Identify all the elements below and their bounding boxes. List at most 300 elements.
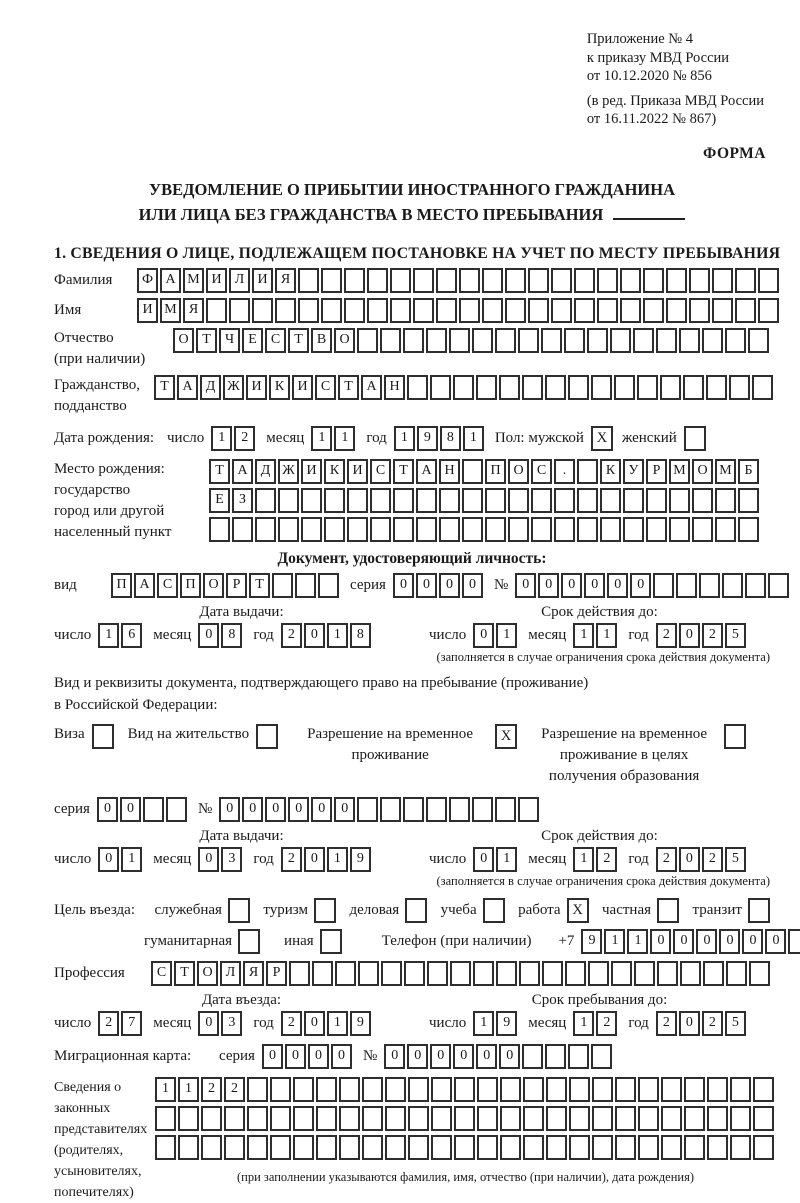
char-box: 0 [407,1044,428,1069]
char-box: И [292,375,313,400]
char-box [592,1135,613,1160]
char-box: П [180,573,201,598]
char-box [528,298,549,323]
char-box [385,1077,406,1102]
char-box [496,961,517,986]
char-box: Т [209,459,230,484]
char-box [316,1106,337,1131]
sex-female-label: женский [621,429,677,446]
char-box: 2 [656,1011,677,1036]
char-box: 1 [178,1077,199,1102]
char-box: 1 [327,1011,348,1036]
char-box [523,1135,544,1160]
char-box [554,488,575,513]
char-box [656,328,677,353]
char-box [318,573,339,598]
given-name-label: Имя [54,301,82,318]
char-box: В [311,328,332,353]
stay-until-date [429,1011,748,1036]
char-box: 0 [304,623,325,648]
char-box [393,488,414,513]
char-box: 1 [627,929,648,954]
number-sign: № [197,800,213,817]
char-box [715,488,736,513]
char-box [546,1106,567,1131]
char-box [684,1106,705,1131]
char-box: С [531,459,552,484]
char-box [615,1106,636,1131]
form-title-line2: ИЛИ ЛИЦА БЕЗ ГРАЖДАНСТВА В МЕСТО ПРЕБЫВАНИЯ [54,202,770,227]
section1-heading: 1. СВЕДЕНИЯ О ЛИЦЕ, ПОДЛЕЖАЩЕМ ПОСТАНОВКЕ НА УЧЕТ ПО МЕСТУ ПРЕБЫВАНИЯ [54,244,781,262]
char-box: 2 [656,847,677,872]
birth-date-label: Дата рождения: [54,429,155,446]
char-box [293,1077,314,1102]
char-box [523,1077,544,1102]
validity-note: (заполняется в случае ограничения срока действия документа) [436,873,770,888]
char-box: С [370,459,391,484]
residence-issue-year-cells [281,847,373,872]
char-box: 1 [496,847,517,872]
surname-row [54,268,770,293]
char-box: 0 [97,797,118,822]
day-label: число [429,850,467,867]
char-box [758,268,779,293]
char-box [638,1077,659,1102]
month-label: месяц [528,1014,567,1031]
char-box [689,298,710,323]
char-box [316,1135,337,1160]
char-box [730,1135,751,1160]
char-box: А [177,375,198,400]
char-box [270,1077,291,1102]
char-box: Ж [278,459,299,484]
char-box: 0 [311,797,332,822]
char-box [569,1106,590,1131]
identity-expiry-year-cells [656,623,748,648]
char-box [574,268,595,293]
char-box [431,1077,452,1102]
char-box [588,961,609,986]
visa-checkbox [92,724,114,749]
char-box [224,1135,245,1160]
char-box [404,961,425,986]
residence-doc-series-row [54,797,770,822]
char-box: 8 [221,623,242,648]
birth-place-row3-cells [209,517,761,542]
char-box: И [301,459,322,484]
char-box [669,517,690,542]
char-box: 2 [596,1011,617,1036]
char-box [592,1106,613,1131]
char-box [403,797,424,822]
char-box: 8 [350,623,371,648]
issue-date-caption: Дата выдачи: [199,827,284,844]
char-box: Д [255,459,276,484]
char-box [669,488,690,513]
doc-number-sign: № [493,576,509,593]
char-box [637,375,658,400]
char-box: 0 [304,1011,325,1036]
char-box [577,517,598,542]
appendix-line: от 16.11.2022 № 867) [586,111,717,127]
char-box [454,1135,475,1160]
identity-doc-heading: Документ, удостоверяющий личность: [277,549,547,567]
option-temporary-residence: Разрешение на временное проживание X [292,724,517,766]
char-box [666,298,687,323]
char-box [568,375,589,400]
char-box: 1 [596,623,617,648]
month-label: месяц [528,850,567,867]
identity-issue-date [54,623,429,648]
char-box [623,517,644,542]
char-box: 2 [702,1011,723,1036]
purpose-work: работа X [518,898,589,923]
char-box [531,488,552,513]
birth-month-cells [311,426,357,451]
identity-expiry-day-cells [473,623,519,648]
char-box [413,298,434,323]
char-box [367,298,388,323]
char-box: А [134,573,155,598]
char-box [362,1106,383,1131]
char-box: 3 [221,847,242,872]
birth-date-row [54,426,770,451]
birth-place-row2-cells [209,488,761,513]
char-box: И [347,459,368,484]
char-box: Д [200,375,221,400]
identity-expiry-date [429,623,748,648]
residence-expiry-day-cells [473,847,519,872]
char-box [459,268,480,293]
char-box [748,328,769,353]
representatives-cells [155,1077,776,1160]
char-box: 1 [496,623,517,648]
entry-day-cells [98,1011,144,1036]
purpose-study: учеба [441,898,505,923]
char-box [472,797,493,822]
char-box: 0 [120,797,141,822]
char-box [600,488,621,513]
char-box [347,517,368,542]
char-box [393,517,414,542]
char-box: О [203,573,224,598]
char-box [528,268,549,293]
char-box: С [157,573,178,598]
char-box [597,298,618,323]
citizenship-cells [154,375,775,400]
char-box: 0 [219,797,240,822]
char-box [508,488,529,513]
temporary-residence-education-checkbox [724,724,746,749]
stay-until-caption: Срок пребывания до: [531,991,668,1008]
char-box [660,375,681,400]
purpose-business: деловая [349,898,427,923]
char-box [519,961,540,986]
char-box [449,797,470,822]
profession-row [54,961,770,986]
char-box: . [554,459,575,484]
char-box [252,298,273,323]
char-box [522,1044,543,1069]
char-box [339,1077,360,1102]
char-box [753,1077,774,1102]
year-label: год [253,626,274,643]
char-box [485,488,506,513]
char-box [643,298,664,323]
month-label: месяц [153,626,192,643]
char-box: 0 [630,573,651,598]
char-box [614,375,635,400]
char-box [610,328,631,353]
char-box: 1 [327,847,348,872]
patronymic-cells [173,328,771,353]
surname-label: Фамилия [54,271,113,288]
char-box: 0 [650,929,671,954]
char-box [615,1077,636,1102]
char-box: А [160,268,181,293]
identity-expiry-month-cells [573,623,619,648]
char-box: А [416,459,437,484]
char-box [788,929,800,954]
char-box: 0 [439,573,460,598]
char-box: 0 [719,929,740,954]
char-box [293,1135,314,1160]
char-box [574,298,595,323]
char-box [201,1135,222,1160]
char-box: 0 [331,1044,352,1069]
char-box: 0 [584,573,605,598]
char-box [472,328,493,353]
char-box: Р [226,573,247,598]
identity-issue-year-cells [281,623,373,648]
char-box: О [508,459,529,484]
char-box [643,268,664,293]
char-box [522,375,543,400]
char-box: С [151,961,172,986]
char-box [623,488,644,513]
char-box [439,488,460,513]
char-box [408,1106,429,1131]
char-box [684,1135,705,1160]
option-temporary-residence-education: Разрешение на временное проживание в целях получения образования [531,724,746,787]
char-box [730,1106,751,1131]
char-box: 5 [725,847,746,872]
char-box [730,1077,751,1102]
char-box [753,1135,774,1160]
char-box [344,268,365,293]
char-box [477,1135,498,1160]
purpose-private-checkbox [657,898,679,923]
char-box: М [669,459,690,484]
form-word: ФОРМА [702,144,766,162]
char-box [768,573,789,598]
char-box [247,1077,268,1102]
char-box: 1 [573,1011,594,1036]
char-box [546,1135,567,1160]
char-box: 1 [155,1077,176,1102]
purpose-transit-checkbox [748,898,770,923]
char-box [722,573,743,598]
char-box: К [600,459,621,484]
char-box [293,1106,314,1131]
purpose-humanitarian: гуманитарная [144,929,260,954]
purpose-tourism: туризм [263,898,336,923]
char-box [500,1077,521,1102]
char-box: Я [243,961,264,986]
residence-issue-date [54,847,429,872]
char-box: 0 [515,573,536,598]
char-box: Н [384,375,405,400]
char-box: 0 [98,847,119,872]
char-box: 5 [725,623,746,648]
char-box: 0 [198,1011,219,1036]
char-box [339,1106,360,1131]
stay-month-cells [573,1011,619,1036]
char-box: 2 [234,426,255,451]
char-box [689,268,710,293]
char-box [347,488,368,513]
char-box [758,298,779,323]
char-box [591,1044,612,1069]
option-visa: Виза [54,724,114,749]
migration-card-label: Миграционная карта: [54,1047,192,1064]
char-box [358,961,379,986]
char-box [545,1044,566,1069]
char-box [278,488,299,513]
year-label: год [628,1014,649,1031]
entry-purpose-row2 [144,929,780,954]
representatives-row3-cells [155,1135,776,1160]
residence-issue-month-cells [198,847,244,872]
char-box: 1 [463,426,484,451]
char-box: Т [393,459,414,484]
doc-series-cells [393,573,485,598]
day-label: число [429,626,467,643]
char-box [706,375,727,400]
char-box [462,517,483,542]
purpose-official-checkbox [228,898,250,923]
char-box [577,459,598,484]
char-box: А [361,375,382,400]
char-box [505,268,526,293]
series-label: серия [219,1047,255,1064]
char-box: 2 [596,847,617,872]
purpose-private: частная [602,898,679,923]
char-box [712,268,733,293]
char-box [692,488,713,513]
char-box: 0 [679,847,700,872]
char-box: 0 [242,797,263,822]
char-box: 0 [384,1044,405,1069]
char-box [712,298,733,323]
char-box [229,298,250,323]
char-box: 0 [393,573,414,598]
char-box: 1 [98,623,119,648]
char-box [715,517,736,542]
char-box [178,1106,199,1131]
char-box [385,1135,406,1160]
char-box [738,488,759,513]
char-box: 1 [573,623,594,648]
char-box [321,298,342,323]
char-box: Ж [223,375,244,400]
char-box [500,1135,521,1160]
char-box [546,1077,567,1102]
char-box [155,1135,176,1160]
sex-female-checkbox [684,426,706,451]
char-box: 1 [573,847,594,872]
char-box: З [232,488,253,513]
char-box [568,1044,589,1069]
phone-label: Телефон (при наличии) [381,932,532,949]
appendix-line: к приказу МВД России [586,49,730,66]
sex-male-label: Пол: мужской [494,429,584,446]
purpose-transit: транзит [692,898,769,923]
char-box [482,298,503,323]
char-box [357,797,378,822]
char-box: Ф [137,268,158,293]
char-box [247,1135,268,1160]
char-box [692,517,713,542]
char-box [143,797,164,822]
char-box [577,488,598,513]
char-box: 7 [121,1011,142,1036]
birth-year-cells [394,426,486,451]
char-box [166,797,187,822]
purpose-official: служебная [154,898,250,923]
char-box [289,961,310,986]
char-box: 2 [281,623,302,648]
char-box [565,961,586,986]
char-box [232,517,253,542]
purpose-other: иная [284,929,342,954]
representatives-cells-and-note [155,1077,776,1185]
char-box [431,1135,452,1160]
residence-series-cells [97,797,189,822]
representatives-block [54,1077,770,1203]
char-box: 1 [334,426,355,451]
char-box: 0 [198,847,219,872]
char-box [703,961,724,986]
residence-expiry-month-cells [573,847,619,872]
citizenship-row [54,375,770,417]
char-box: 0 [561,573,582,598]
char-box: 9 [350,1011,371,1036]
char-box: 2 [201,1077,222,1102]
char-box: Б [738,459,759,484]
char-box: 1 [327,623,348,648]
char-box: М [715,459,736,484]
char-box [683,375,704,400]
char-box [541,328,562,353]
char-box [551,268,572,293]
char-box [684,1077,705,1102]
purpose-humanitarian-checkbox [238,929,260,954]
char-box: Е [242,328,263,353]
birth-place-cells [209,459,761,542]
char-box: Т [174,961,195,986]
char-box [403,328,424,353]
char-box: Т [288,328,309,353]
entry-stay-dates [54,992,770,1036]
phone-cells [581,929,800,954]
char-box [298,298,319,323]
char-box [508,517,529,542]
char-box [324,517,345,542]
entry-date [54,1011,429,1036]
char-box: 5 [725,1011,746,1036]
birth-place-label: Место рождения: государство город или другой населенный пункт [54,460,172,540]
